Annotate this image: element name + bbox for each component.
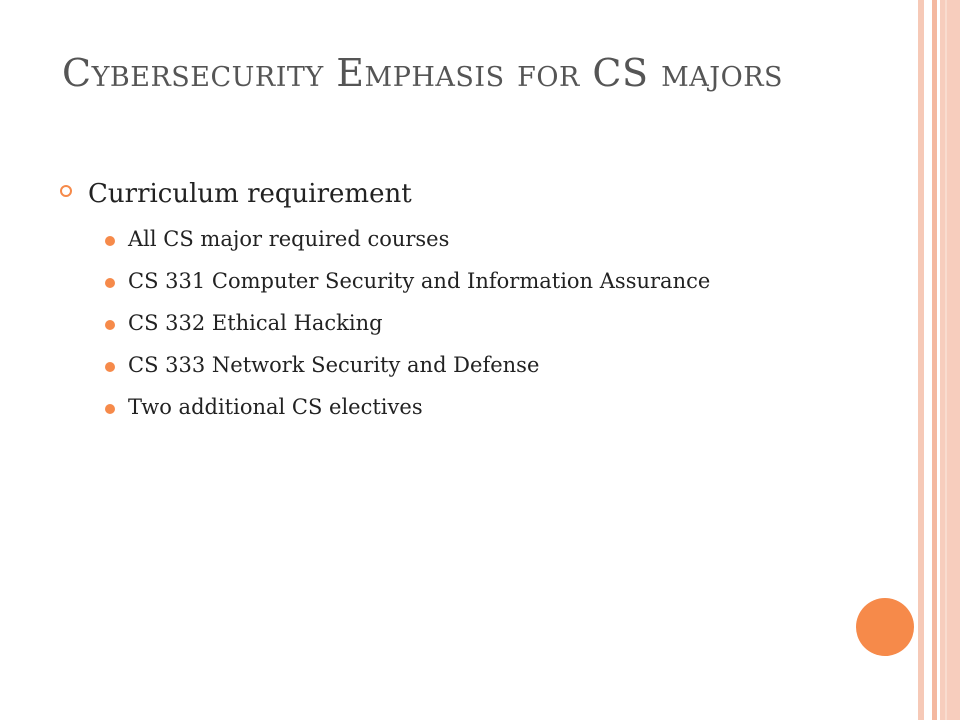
sub-bullet-list: [64, 224, 884, 422]
list-item: [64, 224, 884, 254]
list-item: [64, 308, 884, 338]
decorative-stripe: [945, 0, 947, 720]
list-item-text: CS 331 Computer Security and Information Assurance: [128, 269, 711, 293]
dot-bullet-icon: [105, 362, 115, 372]
dot-bullet-icon: [105, 278, 115, 288]
list-item-text: CS 332 Ethical Hacking: [128, 311, 383, 335]
decorative-circle: [856, 598, 914, 656]
list-item-text: Two additional CS electives: [128, 395, 423, 419]
ring-bullet-icon: [60, 185, 72, 197]
decorative-stripe: [924, 0, 932, 720]
list-item-text: CS 333 Network Security and Defense: [128, 353, 540, 377]
list-item: [64, 350, 884, 380]
list-item: [64, 392, 884, 422]
dot-bullet-icon: [105, 404, 115, 414]
dot-bullet-icon: [105, 236, 115, 246]
slide-title: Cybersecurity Emphasis for CS majors: [62, 51, 784, 95]
bullet-text: Curriculum requirement: [88, 179, 412, 209]
list-item-text: All CS major required courses: [128, 227, 450, 251]
list-item: [64, 266, 884, 296]
bullet-level1: [64, 176, 884, 212]
dot-bullet-icon: [105, 320, 115, 330]
decorative-stripe: [940, 0, 960, 720]
slide-content: [64, 176, 884, 434]
